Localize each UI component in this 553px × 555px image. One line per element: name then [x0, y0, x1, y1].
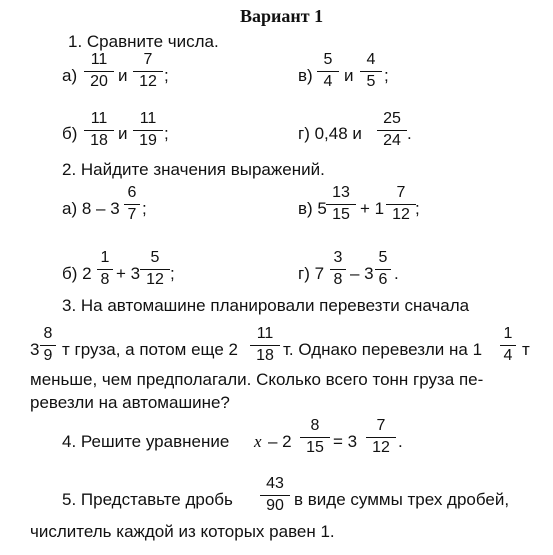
task3-text-2: т. Однако перевезли на 1 [283, 340, 483, 359]
punct: . [407, 124, 412, 143]
punct: ; [170, 264, 175, 283]
task1-v-label: в) [298, 66, 313, 85]
punct: ; [164, 124, 169, 143]
fraction: 6 7 [124, 184, 140, 224]
task2-b-expr: б) 2 [62, 264, 92, 283]
word-and: и [118, 66, 128, 85]
task2-v-expr: в) 5 [298, 199, 327, 218]
fraction: 43 90 [260, 475, 290, 515]
punct: . [398, 432, 403, 451]
punct: ; [415, 199, 420, 218]
task5-text-1: 5. Представьте дробь [62, 490, 233, 509]
fraction: 11 20 [84, 51, 114, 91]
operator: – 3 [350, 264, 374, 283]
operator: + 3 [116, 264, 141, 283]
fraction: 5 4 [317, 51, 339, 91]
fraction: 3 8 [330, 249, 346, 289]
task2-a-expr: а) 8 – 3 [62, 199, 120, 218]
fraction: 13 15 [326, 184, 356, 224]
fraction: 7 12 [366, 417, 396, 457]
operator: – 2 [268, 432, 292, 451]
task1-g-label: г) 0,48 и [298, 124, 362, 143]
fraction: 5 12 [140, 249, 170, 289]
fraction: 1 8 [97, 249, 113, 289]
task3-whole-1: 3 [30, 340, 40, 359]
operator: + 1 [360, 199, 385, 218]
punct: ; [384, 66, 389, 85]
fraction: 1 4 [500, 325, 516, 365]
word-and: и [344, 66, 354, 85]
task5-line2: числитель каждой из которых равен 1. [30, 522, 335, 541]
fraction: 5 6 [375, 249, 391, 289]
fraction: 11 18 [250, 325, 280, 365]
task5-text-2: в виде суммы трех дробей, [294, 490, 510, 509]
fraction: 4 5 [360, 51, 382, 91]
punct: ; [142, 199, 147, 218]
task3-line1: 3. На автомашине планировали перевезти сначала [62, 296, 470, 315]
fraction: 11 18 [84, 110, 114, 150]
task3-text-1: т груза, а потом еще 2 [62, 340, 238, 359]
word-and: и [118, 124, 128, 143]
task1-header: 1. Сравните числа. [68, 32, 219, 51]
fraction: 8 15 [300, 417, 330, 457]
punct: . [394, 264, 399, 283]
fraction: 7 12 [386, 184, 416, 224]
task3-line3: меньше, чем предполагали. Сколько всего тонн груза пе- [30, 370, 484, 389]
fraction: 7 12 [133, 51, 163, 91]
fraction: 25 24 [377, 110, 407, 150]
task1-b-label: б) [62, 124, 78, 143]
task4-text: 4. Решите уравнение [62, 432, 230, 451]
fraction: 11 19 [133, 110, 163, 150]
task2-g-expr: г) 7 [298, 264, 325, 283]
variant-title: Вариант 1 [240, 6, 324, 26]
task3-line4: ревезли на автомашине? [30, 393, 230, 412]
task2-header: 2. Найдите значения выражений. [62, 160, 325, 179]
fraction: 8 9 [40, 325, 56, 365]
task3-unit: т [522, 340, 530, 359]
variable-x: x [254, 432, 262, 451]
task1-a-label: а) [62, 66, 78, 85]
punct: ; [164, 66, 169, 85]
operator: = 3 [333, 432, 358, 451]
